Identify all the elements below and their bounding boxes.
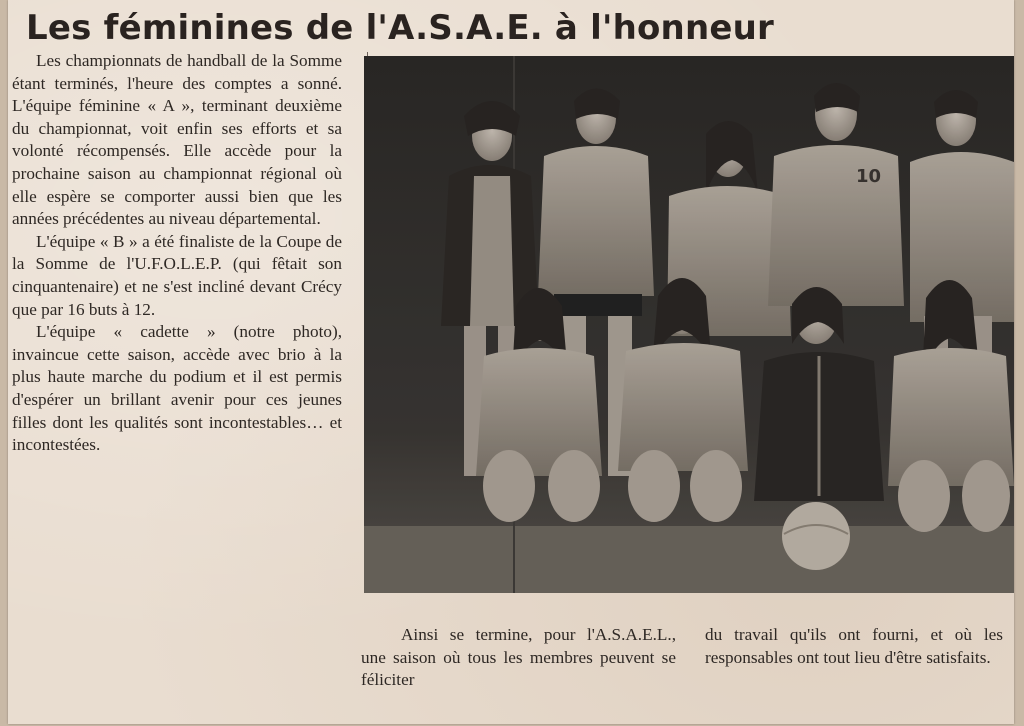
article-paragraph-2: L'équipe « B » a été finaliste de la Coupe de la Somme de l'U.F.O.L.E.P. (qui fêtait son cinquantenaire) et ne s'est incliné devant Crécy que par 16 buts à 12. <box>12 231 342 319</box>
article-paragraph-3: L'équipe « cadette » (notre photo), invaincue cette saison, accède avec brio à la plus haute marche du podium et il est permis d'espérer un brillant avenir pour ces jeunes filles dont les qualités sont incontestables… et incontestées. <box>12 322 342 455</box>
newspaper-clipping <box>8 0 1014 724</box>
closing-text-right <box>705 624 1003 669</box>
article-column <box>12 50 342 457</box>
closing-paragraph-start: Ainsi se termine, pour l'A.S.A.E.L., une saison où tous les membres peuvent se féliciter <box>361 625 676 690</box>
headline: Les féminines de l'A.S.A.E. à l'honneur <box>26 8 774 48</box>
team-photo-illustration <box>364 56 1014 593</box>
article-paragraph-1: Les championnats de handball de la Somme étant terminés, l'heure des comptes a sonné. L'équipe féminine « A », terminant deuxième du championnat, voit enfin ses efforts et sa volonté récompensés. Elle accède pour la prochaine saison au championnat régional où elle espère se comporter aussi bien que les années précédentes au niveau départemental. <box>12 51 342 229</box>
jersey-number: 10 <box>856 166 882 187</box>
closing-paragraph-end: du travail qu'ils ont fourni, et où les responsables ont tout lieu d'être satisfaits. <box>705 625 1003 667</box>
closing-text-middle <box>361 624 676 692</box>
team-photo <box>364 56 1014 593</box>
